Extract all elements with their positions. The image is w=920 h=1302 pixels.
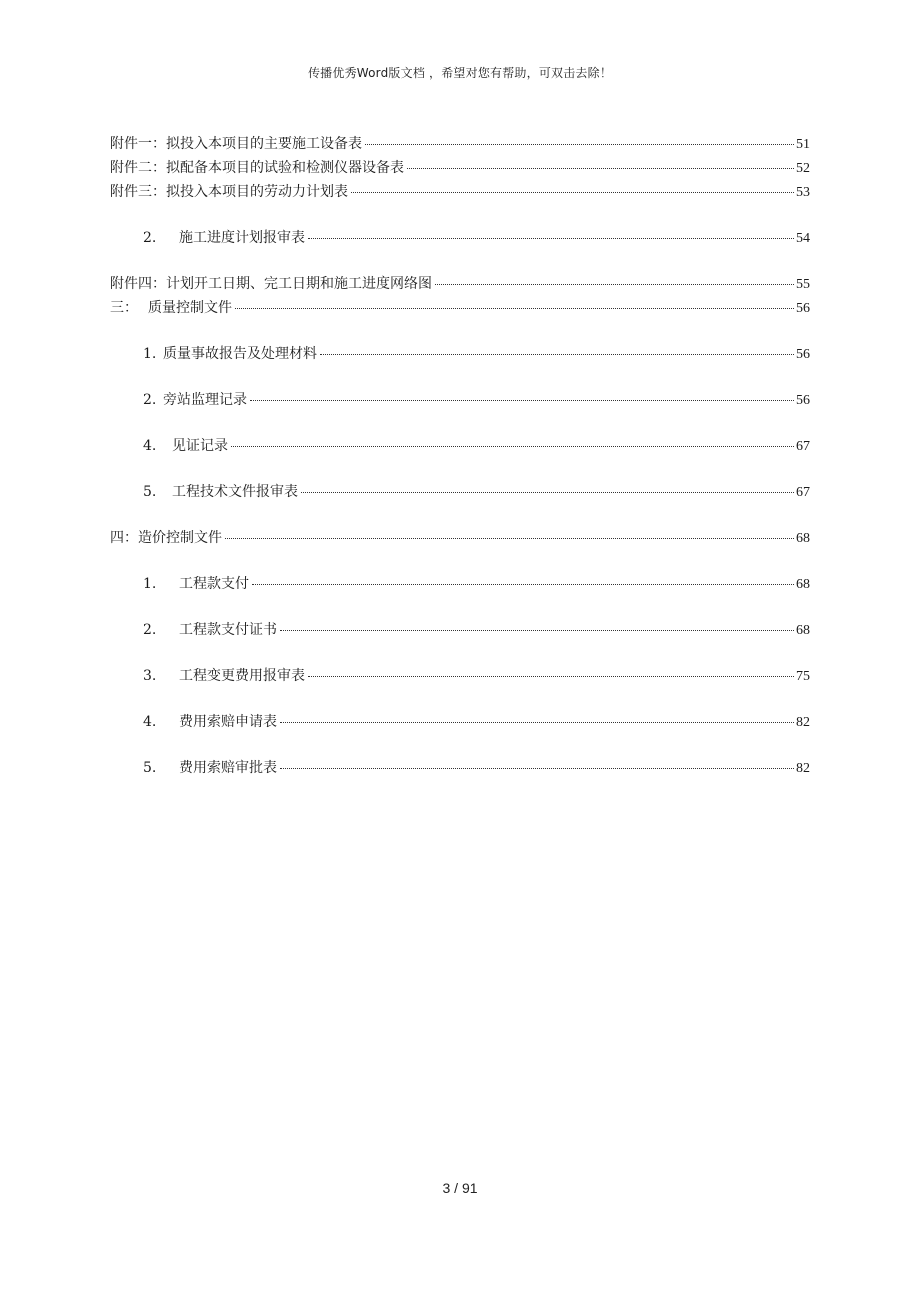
toc-entry-schedule-review[interactable]: [143, 229, 810, 247]
page-number-footer: [0, 1180, 920, 1196]
dot-leader: [280, 722, 794, 723]
toc-entry-prefix: 附件一：: [110, 136, 166, 152]
dot-leader: [407, 168, 794, 169]
dot-leader: [308, 676, 794, 677]
toc-entry-change-cost[interactable]: [143, 667, 810, 685]
toc-entry-prefix: 5.: [143, 760, 157, 776]
toc-entry-appendix-1[interactable]: [110, 135, 810, 153]
dot-leader: [231, 446, 794, 447]
dot-leader: [225, 538, 794, 539]
dot-leader: [308, 238, 794, 239]
page-separator: /: [450, 1180, 462, 1196]
toc-entry-prefix: 2.: [143, 392, 157, 408]
toc-entry-page: 82: [796, 761, 810, 776]
toc-entry-payment-certificate[interactable]: [143, 621, 810, 639]
toc-entry-title: 质量控制文件: [148, 300, 232, 316]
toc-entry-page: 55: [796, 277, 810, 292]
toc-entry-title: 质量事故报告及处理材料: [163, 346, 317, 362]
header-text: 传播优秀Word版文档 ，希望对您有帮助，可双击去除！: [307, 66, 613, 80]
dot-leader: [252, 584, 794, 585]
toc-entry-title: 施工进度计划报审表: [179, 230, 305, 246]
dot-leader: [320, 354, 794, 355]
toc-entry-appendix-3[interactable]: [110, 183, 810, 201]
toc-entry-title: 拟配备本项目的试验和检测仪器设备表: [166, 160, 404, 176]
toc-entry-page: 56: [796, 347, 810, 362]
toc-entry-page: 53: [796, 185, 810, 200]
toc-entry-page: 75: [796, 669, 810, 684]
toc-entry-quality-accident[interactable]: [143, 345, 810, 363]
toc-entry-page: 54: [796, 231, 810, 246]
toc-entry-title: 工程变更费用报审表: [179, 668, 305, 684]
dot-leader: [250, 400, 794, 401]
toc-entry-page: 52: [796, 161, 810, 176]
toc-entry-claim-application[interactable]: [143, 713, 810, 731]
dot-leader: [235, 308, 794, 309]
toc-entry-prefix: 附件四：: [110, 276, 166, 292]
toc-entry-prefix: 三：: [110, 300, 138, 316]
toc-entry-title: 费用索赔申请表: [179, 714, 277, 730]
total-pages: 91: [461, 1180, 478, 1196]
dot-leader: [280, 768, 794, 769]
current-page-number: 3: [442, 1180, 451, 1196]
toc-entry-cost-control[interactable]: [110, 529, 810, 547]
toc-entry-title: 工程技术文件报审表: [172, 484, 298, 500]
toc-entry-supervision-record[interactable]: [143, 391, 810, 409]
dot-leader: [351, 192, 794, 193]
dot-leader: [435, 284, 794, 285]
toc-entry-prefix: 4.: [143, 438, 157, 454]
toc-entry-technical-docs[interactable]: [143, 483, 810, 501]
toc-entry-claim-approval[interactable]: [143, 759, 810, 777]
toc-entry-prefix: 2.: [143, 622, 157, 638]
dot-leader: [280, 630, 794, 631]
toc-entry-prefix: 四：: [110, 530, 138, 546]
toc-entry-prefix: 5.: [143, 484, 157, 500]
toc-entry-page: 68: [796, 577, 810, 592]
toc-entry-title: 工程款支付: [179, 576, 249, 592]
toc-entry-page: 68: [796, 531, 810, 546]
toc-entry-title: 旁站监理记录: [163, 392, 247, 408]
toc-entry-page: 56: [796, 393, 810, 408]
toc-entry-title: 拟投入本项目的主要施工设备表: [166, 136, 362, 152]
toc-entry-title: 工程款支付证书: [179, 622, 277, 638]
toc-entry-title: 拟投入本项目的劳动力计划表: [166, 184, 348, 200]
toc-entry-witness-record[interactable]: [143, 437, 810, 455]
toc-entry-appendix-4[interactable]: [110, 275, 810, 293]
toc-entry-prefix: 1.: [143, 346, 157, 362]
toc-entry-title: 计划开工日期、完工日期和施工进度网络图: [166, 276, 432, 292]
toc-entry-prefix: 4.: [143, 714, 157, 730]
toc-entry-prefix: 附件三：: [110, 184, 166, 200]
toc-entry-page: 67: [796, 485, 810, 500]
toc-entry-payment[interactable]: [143, 575, 810, 593]
toc-entry-title: 费用索赔审批表: [179, 760, 277, 776]
toc-entry-page: 68: [796, 623, 810, 638]
toc-entry-prefix: 1.: [143, 576, 157, 592]
toc-entry-quality-control[interactable]: [110, 299, 810, 317]
dot-leader: [301, 492, 794, 493]
dot-leader: [365, 144, 794, 145]
toc-entry-prefix: 2.: [143, 230, 157, 246]
toc-entry-page: 67: [796, 439, 810, 454]
toc-entry-prefix: 3.: [143, 668, 157, 684]
toc-entry-page: 56: [796, 301, 810, 316]
toc-entry-title: 见证记录: [172, 438, 228, 454]
toc-entry-page: 82: [796, 715, 810, 730]
toc-entry-prefix: 附件二：: [110, 160, 166, 176]
toc-entry-page: 51: [796, 137, 810, 152]
toc-entry-appendix-2[interactable]: [110, 159, 810, 177]
toc-entry-title: 造价控制文件: [138, 530, 222, 546]
